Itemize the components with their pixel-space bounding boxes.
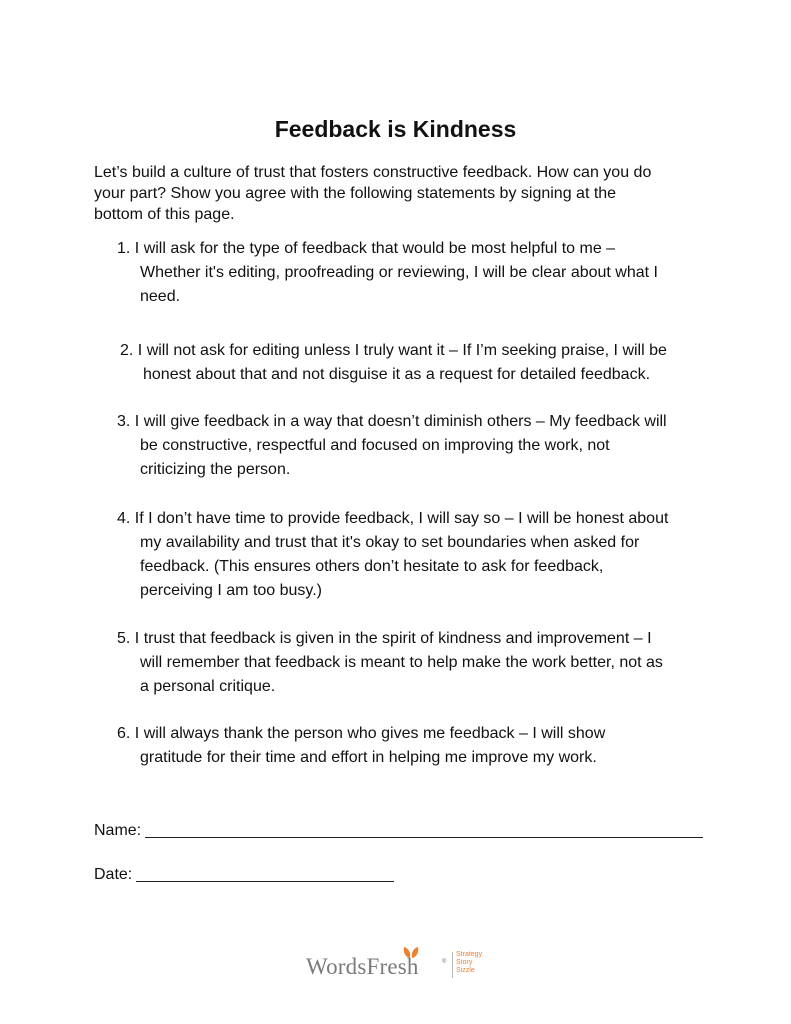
item-line: Whether it's editing, proofreading or reviewing, I will be clear about what I: [140, 264, 658, 281]
item-line: feedback. (This ensures others don’t hesitate to ask for feedback,: [140, 558, 604, 575]
page-title: Feedback is Kindness: [274, 116, 517, 142]
item-number: 2.: [120, 342, 134, 359]
item-line: If I don’t have time to provide feedback, I will say so – I will be honest about: [134, 510, 669, 527]
name-signature-line[interactable]: [145, 820, 703, 838]
item-line: criticizing the person.: [140, 461, 291, 478]
item-line: I will always thank the person who gives me feedback – I will show: [134, 725, 606, 742]
date-label: Date:: [94, 866, 133, 883]
item-line: I will ask for the type of feedback that would be most helpful to me –: [134, 240, 616, 257]
tagline: Story: [456, 959, 473, 966]
logo-divider: [452, 952, 453, 978]
item-line: gratitude for their time and effort in helping me improve my work.: [140, 749, 597, 766]
item-line: be constructive, respectful and focused on improving the work, not: [140, 437, 610, 454]
tagline: Strategy: [456, 951, 483, 958]
name-field-row: [94, 820, 703, 842]
pledge-item-1: [117, 237, 658, 309]
name-label: Name:: [94, 822, 142, 839]
date-field-row: [94, 864, 394, 886]
item-line: honest about that and not disguise it as a request for detailed feedback.: [143, 366, 651, 383]
logo-wordmark: WordsFresh: [306, 954, 419, 979]
logo-taglines: [456, 951, 482, 975]
pledge-item-5: [117, 627, 663, 699]
pledge-item-4: [117, 507, 668, 603]
item-number: 5.: [117, 630, 131, 647]
item-number: 3.: [117, 413, 131, 430]
item-number: 1.: [117, 240, 131, 257]
pledge-item-3: [117, 410, 667, 482]
item-line: need.: [140, 288, 181, 305]
tagline: Sizzle: [456, 967, 475, 974]
item-line: I will not ask for editing unless I truly want it – If I’m seeking praise, I will be: [137, 342, 667, 359]
pledge-item-6: [117, 722, 605, 770]
item-line: a personal critique.: [140, 678, 276, 695]
item-line: perceiving I am too busy.): [140, 582, 323, 599]
item-line: I trust that feedback is given in the spirit of kindness and improvement – I: [134, 630, 652, 647]
intro-line: your part? Show you agree with the following statements by signing at the: [94, 185, 617, 202]
date-signature-line[interactable]: [136, 864, 394, 882]
pledge-item-2: [120, 339, 667, 387]
intro-line: bottom of this page.: [94, 206, 235, 223]
registered-mark: ®: [442, 959, 447, 965]
item-line: I will give feedback in a way that doesn’t diminish others – My feedback will: [134, 413, 667, 430]
item-number: 6.: [117, 725, 131, 742]
item-number: 4.: [117, 510, 131, 527]
item-line: will remember that feedback is meant to help make the work better, not as: [140, 654, 663, 671]
intro-paragraph: [94, 162, 709, 225]
item-line: my availability and trust that it's okay to set boundaries when asked for: [140, 534, 640, 551]
intro-line: Let’s build a culture of trust that fosters constructive feedback. How can you do: [94, 164, 652, 181]
